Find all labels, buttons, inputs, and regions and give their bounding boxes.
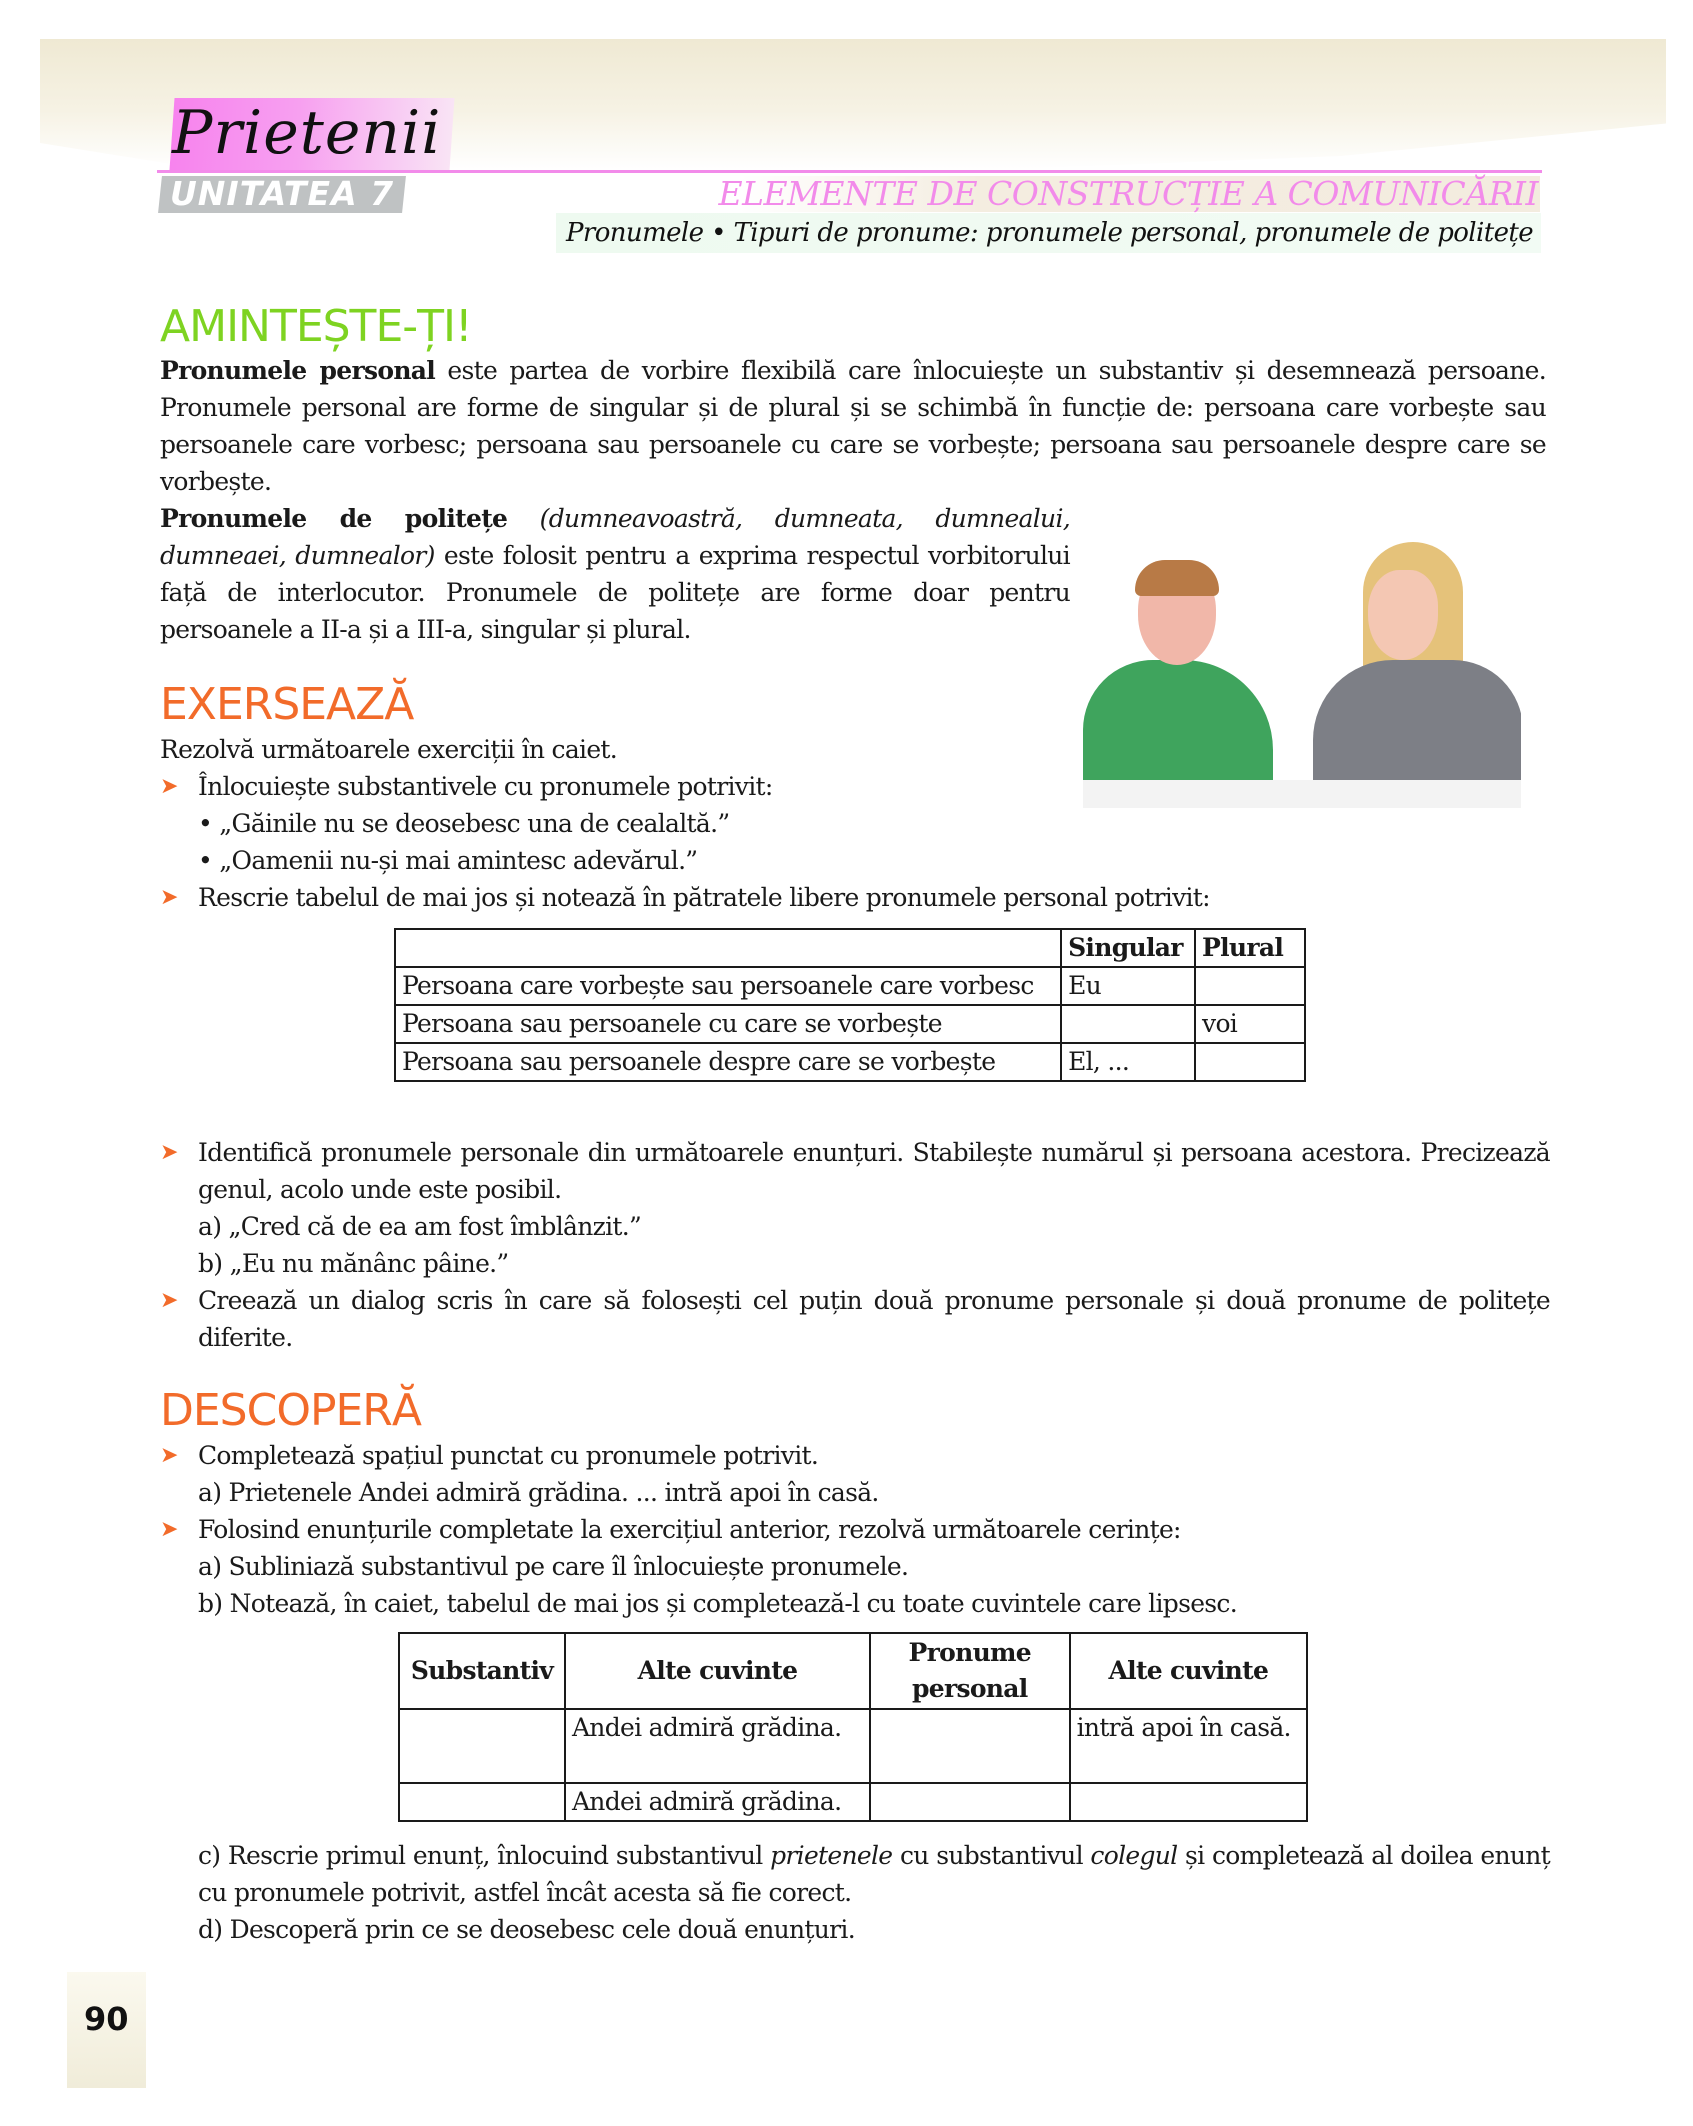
aminteste-paragraph-2 — [160, 500, 1070, 648]
exercise-2 — [160, 879, 1550, 916]
boy-hair — [1135, 560, 1219, 596]
word-colegul: colegul — [1090, 1841, 1178, 1870]
section-title: ELEMENTE DE CONSTRUCȚIE A COMUNICĂRII — [718, 174, 1538, 213]
term-pronumele-personal: Pronumele personal — [160, 356, 436, 385]
table-cell: voi — [1195, 1005, 1305, 1043]
heading-descopera: DESCOPERĂ — [160, 1385, 421, 1436]
discover-exercise-2-c — [160, 1837, 1550, 1911]
page-number: 90 — [84, 2000, 129, 2038]
definition-text: este partea de vorbire flexibilă care înlocuiește un substantiv și desemnează persoane. Pronumele personal are forme de singular și de plural și se schimbă în funcție de: persoana care vorbește sau persoanele care vorbesc; persoana sau persoanele cu care se vorbește; persoana sau persoanele despre care se vorbește. — [160, 356, 1546, 496]
table-header: Alte cuvinte — [1070, 1633, 1307, 1709]
table-header-row — [399, 1633, 1307, 1709]
arrow-bullet-icon: ➤ — [160, 1288, 178, 1313]
word-prietenele: prietenele — [770, 1841, 893, 1870]
table-cell — [1061, 1005, 1195, 1043]
politete-examples: (dumneavoastră, dumneata, dumnealui, dumneaei, dumnealor) — [160, 504, 1070, 570]
arrow-bullet-icon: ➤ — [160, 1443, 178, 1468]
table-row — [395, 1005, 1305, 1043]
discover-exercise-1-a: a) Prietenele Andei admiră grădina. ... intră apoi în casă. — [198, 1478, 879, 1507]
table-cell: Andei admiră grădina. — [565, 1783, 870, 1821]
discover-exercise-2-d: d) Descoperă prin ce se deosebesc cele două enunțuri. — [198, 1915, 855, 1944]
exercise-1-text: Înlocuiește substantivele cu pronumele potrivit: — [198, 772, 773, 801]
pronoun-table — [394, 928, 1306, 1082]
table-row — [395, 967, 1305, 1005]
table-row — [399, 1783, 1307, 1821]
chapter-title: Prietenii — [172, 98, 442, 168]
girl-face — [1368, 570, 1438, 660]
exercise-2-text: Rescrie tabelul de mai jos și notează în pătratele libere pronumele personal potrivit: — [198, 883, 1210, 912]
discover-exercise-2 — [160, 1511, 1550, 1548]
exerseaza-intro: Rezolvă următoarele exerciții în caiet. — [160, 735, 618, 764]
discover-exercise-2-a: a) Subliniază substantivul pe care îl înlocuiește pronumele. — [198, 1552, 909, 1581]
table-header: Substantiv — [399, 1633, 565, 1709]
substitution-table — [398, 1632, 1308, 1822]
text-segment: cu substantivul — [892, 1841, 1091, 1870]
exercise-1 — [160, 768, 1550, 805]
exercise-3-text: Identifică pronumele personale din următoarele enunțuri. Stabilește numărul și persoana acestora. Precizează genul, acolo unde este posibil. — [198, 1138, 1550, 1204]
table-cell: Persoana care vorbește sau persoanele care vorbesc — [395, 967, 1061, 1005]
text-segment: c) Rescrie primul enunț, înlocuind substantivul — [198, 1841, 771, 1870]
table-cell — [1195, 967, 1305, 1005]
table-cell — [1195, 1043, 1305, 1081]
table-header-row — [395, 929, 1305, 967]
discover-exercise-2-text: Folosind enunțurile completate la exercițiul anterior, rezolvă următoarele cerințe: — [198, 1515, 1181, 1544]
descopera-block-2 — [160, 1837, 1550, 1948]
exercise-1-item: • „Oamenii nu-și mai amintesc adevărul.” — [198, 846, 698, 875]
table-header: Plural — [1195, 929, 1305, 967]
unit-label: UNITATEA 7 — [170, 174, 395, 213]
table-cell: intră apoi în casă. — [1070, 1709, 1307, 1783]
definition-text: este folosit pentru a exprima respectul vorbitorului față de interlocutor. Pronumele de politețe are forme doar pentru persoanele a II-a și a III-a, singular și plural. — [160, 541, 1070, 644]
arrow-bullet-icon: ➤ — [160, 774, 178, 799]
exercise-3-b: b) „Eu nu mănânc pâine.” — [198, 1249, 509, 1278]
table-header: Alte cuvinte — [565, 1633, 870, 1709]
discover-exercise-2-b: b) Notează, în caiet, tabelul de mai jos și completează-l cu toate cuvintele care lipsesc. — [198, 1589, 1237, 1618]
table-cell: Persoana sau persoanele cu care se vorbește — [395, 1005, 1061, 1043]
descopera-block-1 — [160, 1437, 1550, 1622]
table-row — [399, 1709, 1307, 1783]
table-header — [395, 929, 1061, 967]
table-header: Pronume personal — [870, 1633, 1070, 1709]
text-segment: și completează al doilea enunț cu pronumele potrivit, astfel încât acesta să fie corect. — [198, 1841, 1551, 1907]
table-cell — [399, 1709, 565, 1783]
table-cell: Persoana sau persoanele despre care se vorbește — [395, 1043, 1061, 1081]
table-row — [395, 1043, 1305, 1081]
table-cell: El, ... — [1061, 1043, 1195, 1081]
table-cell — [870, 1709, 1070, 1783]
discover-exercise-1-text: Completează spațiul punctat cu pronumele potrivit. — [198, 1441, 819, 1470]
discover-exercise-1 — [160, 1437, 1550, 1474]
table-cell: Andei admiră grădina. — [565, 1709, 870, 1783]
arrow-bullet-icon: ➤ — [160, 885, 178, 910]
table-cell — [399, 1783, 565, 1821]
table-cell: Eu — [1061, 967, 1195, 1005]
exercise-3 — [160, 1134, 1550, 1208]
heading-exerseaza: EXERSEAZĂ — [160, 679, 414, 730]
heading-aminteste: AMINTEȘTE-ȚI! — [160, 301, 472, 352]
table-cell — [1070, 1783, 1307, 1821]
exercise-4 — [160, 1282, 1550, 1356]
arrow-bullet-icon: ➤ — [160, 1517, 178, 1542]
exerseaza-block-2 — [160, 1134, 1550, 1356]
table-cell — [870, 1783, 1070, 1821]
exercise-4-text: Creează un dialog scris în care să folosești cel puțin două pronume personale și două pronume de politețe diferite. — [198, 1286, 1550, 1352]
aminteste-paragraph-1 — [160, 352, 1546, 500]
table-header: Singular — [1061, 929, 1195, 967]
lesson-subtitle: Pronumele • Tipuri de pronume: pronumele personal, pronumele de politețe — [566, 218, 1533, 248]
exerseaza-block-1 — [160, 731, 1550, 916]
exercise-3-a: a) „Cred că de ea am fost îmblânzit.” — [198, 1212, 642, 1241]
term-pronumele-de-politete: Pronumele de politețe — [160, 504, 508, 533]
arrow-bullet-icon: ➤ — [160, 1140, 178, 1165]
exercise-1-item: • „Găinile nu se deosebesc una de cealaltă.” — [198, 809, 730, 838]
